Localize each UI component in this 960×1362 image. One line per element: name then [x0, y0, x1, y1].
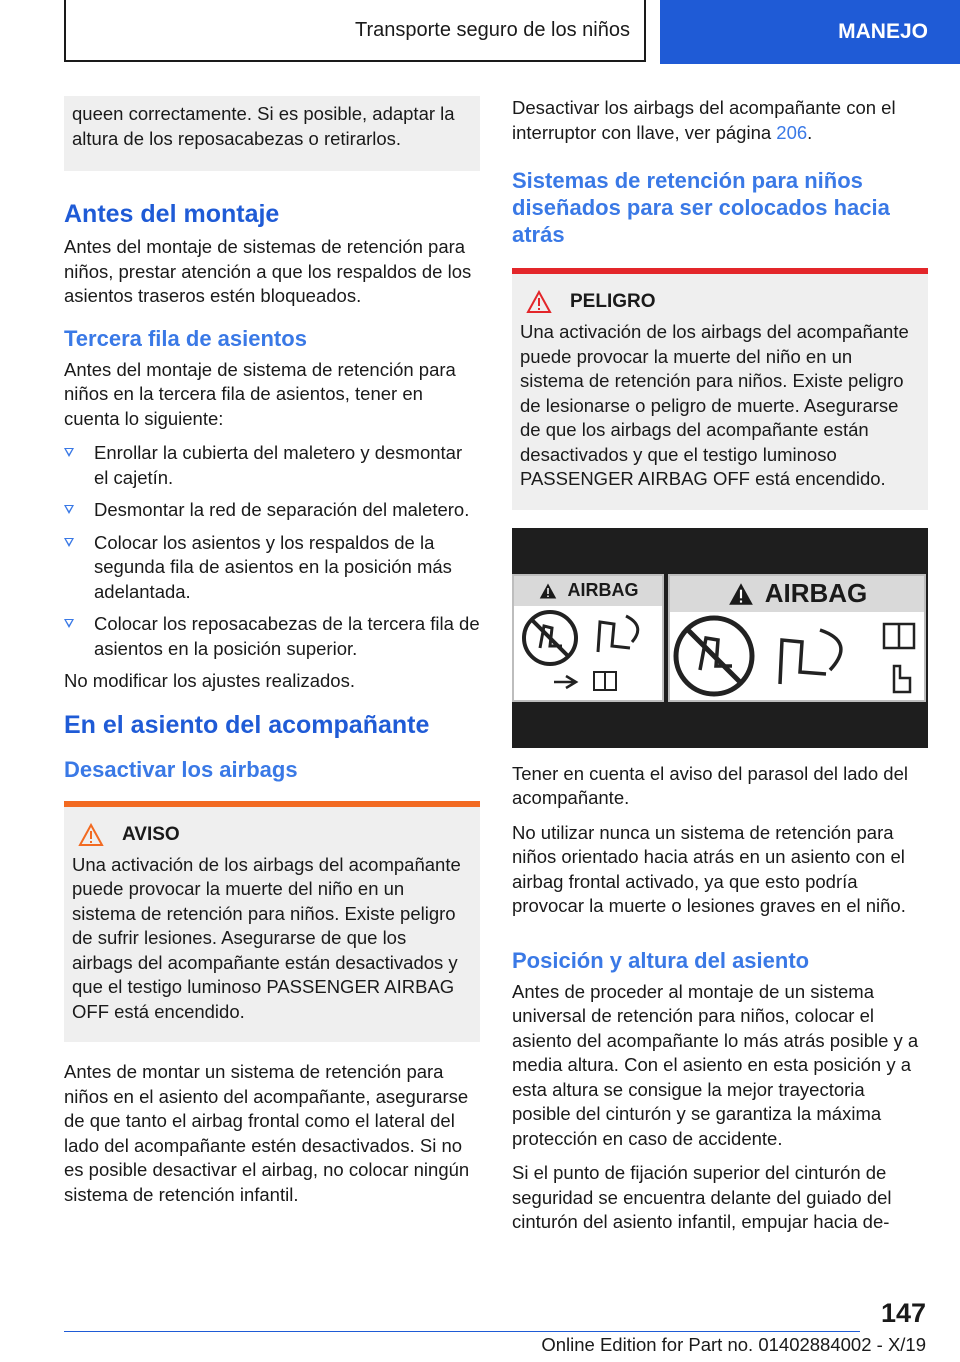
peligro-text: Una activación de los airbags del acompañante puede provocar la muerte del niño en un sistema de retención para niños. Existe peligro de lesionarse o peligro de muerte. Asegurarse de que los airbags del acompañante están desactivados y que el testigo luminoso PASSENGER AIRBAG OFF está encendido.: [520, 321, 909, 489]
heading-asiento-acompanante: En el asiento del acompañante: [64, 710, 430, 739]
right-column: [512, 96, 928, 1245]
warning-triangle-icon: [538, 582, 558, 600]
aviso-label: AVISO: [122, 823, 180, 845]
page-number: 147: [880, 1298, 926, 1328]
warning-triangle-icon: [78, 823, 104, 847]
llave-text: Desactivar los airbags del acompañante con el interruptor con llave, ver página 206.: [512, 97, 896, 143]
airbag-sticker-small: AIRBAG: [512, 574, 664, 702]
warning-triangle-icon: [727, 581, 755, 607]
page-header: [64, 0, 960, 64]
list-item: Colocar los reposacabezas de la tercera fila de asientos en la posición superior.: [64, 612, 480, 661]
page-reference-link[interactable]: 206: [776, 121, 808, 143]
edition-footer: Online Edition for Part no. 01402884002 - X/19: [541, 1334, 926, 1355]
no-rear-facing-seat-icon: [670, 612, 924, 700]
triangle-bullet-icon: [64, 505, 74, 514]
continued-note-text: queen correctamente. Si es posible, adaptar la altura de los reposacabezas o retirarlos.: [72, 103, 455, 149]
posicion-text: Antes de proceder al montaje de un sistema universal de retención para niños, colocar el asiento del acompañante lo más atrás posible y a media altura. Con el asiento en esta posición y a esta altura se consigue la mejor trayectoria posible del cinturón y se garantiza la máxima protección en caso de accidente.: [512, 980, 919, 1149]
steps-list: [64, 441, 480, 661]
left-column: [64, 96, 480, 1217]
list-item: Desmontar la red de separación del maletero.: [64, 498, 480, 523]
triangle-bullet-icon: [64, 448, 74, 457]
footer-divider: [64, 1331, 860, 1332]
triangle-bullet-icon: [64, 538, 74, 547]
airbag-sticker-large: AIRBAG: [668, 574, 926, 702]
section-title: Transporte seguro de los niños: [64, 0, 646, 62]
heading-posicion-altura: Posición y altura del asiento: [512, 947, 810, 973]
heading-tercera-fila: Tercera fila de asientos: [64, 325, 307, 351]
tercera-fila-text: Antes del montaje de sistema de retención para niños en la tercera fila de asientos, tener en cuenta lo siguiente:: [64, 358, 456, 429]
list-item: Enrollar la cubierta del maletero y desmontar el cajetín.: [64, 441, 480, 490]
continued-note: [64, 96, 480, 171]
montar-text: Antes de montar un sistema de retención para niños en el asiento del acompañante, asegurarse de que tanto el airbag frontal como el lateral del lado del acompañante estén desactivados. Si no es posible desactivar el airbag, no colocar ningún sistema de retención infantil.: [64, 1061, 470, 1205]
danger-triangle-icon: [526, 290, 552, 314]
list-item: Colocar los asientos y los respaldos de la segunda fila de asientos en la posición más adelantada.: [64, 531, 480, 605]
peligro-label: PELIGRO: [570, 291, 656, 312]
peligro-box: [512, 268, 928, 510]
parasol-text: Tener en cuenta el aviso del parasol del lado del acompañante.: [512, 762, 908, 808]
fijacion-text: Si el punto de fijación superior del cinturón de seguridad se encuentra delante del guiado del cinturón del asiento infantil, empujar hacia de-: [512, 1162, 892, 1232]
airbag-warning-label-image: [512, 528, 928, 748]
heading-desactivar-airbags: Desactivar los airbags: [64, 756, 298, 782]
aviso-box: [64, 801, 480, 1043]
heading-retencion-atras: Sistemas de retención para niños diseñados para ser colocados hacia atrás: [512, 168, 890, 247]
aviso-text: Una activación de los airbags del acompañante puede provocar la muerte del niño en un sistema de retención para niños. Existe peligro de sufrir lesiones. Asegurarse de que los airbags del acompañante están desactivados y que el testigo luminoso PASSENGER AIRBAG OFF está encendido.: [72, 853, 461, 1022]
no-rear-facing-seat-icon: [514, 606, 662, 700]
chapter-tab[interactable]: MANEJO: [660, 0, 960, 64]
no-utilizar-text: No utilizar nunca un sistema de retención para niños orientado hacia atrás en un asiento con el airbag frontal activado, ya que esto podría provocar la muerte o lesiones graves en el niño.: [512, 821, 906, 916]
ajustes-note: No modificar los ajustes realizados.: [64, 670, 355, 691]
antes-montaje-text: Antes del montaje de sistemas de retención para niños, prestar atención a que los respaldos de los asientos traseros estén bloqueados.: [64, 236, 472, 306]
heading-antes-montaje: Antes del montaje: [64, 200, 280, 228]
triangle-bullet-icon: [64, 619, 74, 628]
